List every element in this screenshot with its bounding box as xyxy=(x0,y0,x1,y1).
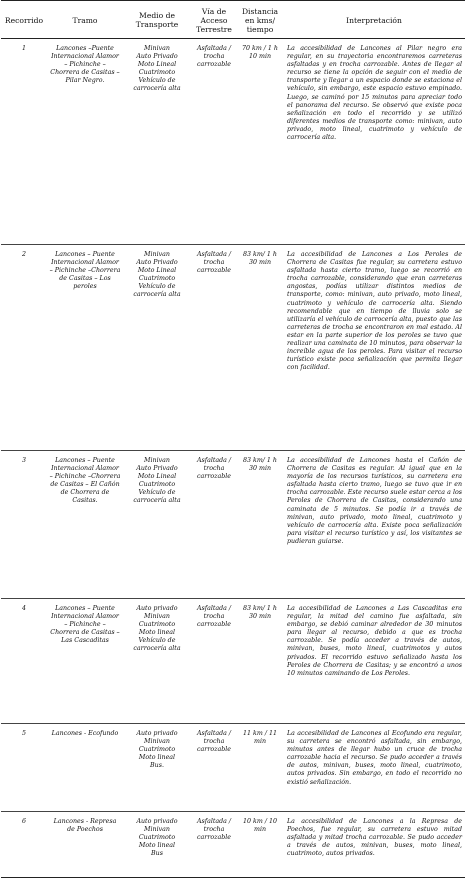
table-row xyxy=(1,812,465,878)
medio-item: Vehículo de carrocería alta xyxy=(133,637,181,653)
medio-item: Bus. xyxy=(150,762,164,770)
medio-item: Cuatrimoto xyxy=(138,481,176,489)
document-page xyxy=(1,0,465,870)
medio-item: Minivan xyxy=(144,738,170,746)
accessibility-table xyxy=(1,0,465,878)
cell-interpretacion: La accesibilidad de Lancones hasta el Cañón de Chorrera de Casitas es regular. Al igual que en la mayoría de los recursos turísticos, su carretera era asfaltada hasta cierto tramo, luego se tuvo que ir en trocha carrozable. Este recurso suele estar cerca a los Peroles de Chorrera de Casitas, considerando una caminata de 5 minutos. Se podía ir a través de minivan, auto privado, moto lineal, cuatrimoto y vehículo de carrocería alta. Existe poca señalización para visitar el recurso turístico y así, los visitantes se pudieran guiarse. xyxy=(283,451,465,599)
cell-distancia: 11 km / 11 min xyxy=(237,724,283,812)
cell-recorrido: 5 xyxy=(1,724,47,812)
medio-item: Moto lineal xyxy=(138,629,176,637)
cell-recorrido: 6 xyxy=(1,812,47,878)
medio-item: Auto Privado xyxy=(136,259,178,267)
table-row xyxy=(1,451,465,599)
cell-via: Asfaltada / trocha carrozable xyxy=(191,599,237,724)
medio-item: Cuatrimoto xyxy=(138,746,176,754)
medio-item: Minivan xyxy=(144,45,170,52)
cell-interpretacion: La accesibilidad de Lancones al Ecofundo era regular, su carretera se encontró asfaltada, sin embargo, minutos antes de llegar hubo un cruce de trocha carrozable hacia el recurso. Se pudo acceder a través de autos, minivan, buses, moto lineal, cuatrimoto, autos privados. Sin embargo, en todo el recorrido no existió señalización. xyxy=(283,724,465,812)
cell-medio xyxy=(123,451,191,599)
medio-item: Minivan xyxy=(144,613,170,621)
medio-item: Moto lineal xyxy=(138,754,176,762)
header-tramo: Tramo xyxy=(47,1,123,39)
table-row xyxy=(1,245,465,451)
medio-item: Cuatrimoto xyxy=(138,69,176,77)
cell-interpretacion: La accesibilidad de Lancones al Pilar negro era regular, en su trayectoria encontraremos carreteras asfaltadas y en trocha carrozable. Antes de llegar al recurso se tiene la opción de seguir con el medio de transporte y llegar a un espacio donde se estaciona el vehículo, sin embargo, este espacio estuvo empinado. Luego, se caminó por 15 minutos para apreciar todo el panorama del recurso. Se observó que existe poca señalización en todo el recorrido y se utilizó diferentes medios de transporte como: minivan, auto privado, moto lineal, cuatrimoto y vehículo de carrocería alta. xyxy=(283,39,465,245)
cell-tramo: Lancones –Puente Internacional Alamor – Pichinche – Chorrera de Casitas – Pilar Negro. xyxy=(47,39,123,245)
medio-item: Minivan xyxy=(144,251,170,258)
cell-medio xyxy=(123,724,191,812)
cell-distancia: 83 km/ 1 h 30 min xyxy=(237,451,283,599)
cell-medio xyxy=(123,812,191,878)
table-row xyxy=(1,599,465,724)
table-row xyxy=(1,39,465,245)
cell-tramo: Lancones - Ecofundo xyxy=(47,724,123,812)
cell-distancia: 83 km/ 1 h 30 min xyxy=(237,599,283,724)
medio-item: Moto Lineal xyxy=(137,267,177,275)
medio-item: Auto Privado xyxy=(136,53,178,61)
medio-item: Moto Lineal xyxy=(137,61,177,69)
table-row xyxy=(1,724,465,812)
cell-recorrido: 4 xyxy=(1,599,47,724)
cell-via: Asfaltada / trocha carrozable xyxy=(191,724,237,812)
medio-item: Cuatrimoto xyxy=(138,834,176,842)
medio-item: Vehículo de carrocería alta xyxy=(133,283,181,299)
medio-item: Auto privado xyxy=(136,818,178,825)
cell-distancia: 10 km / 10 min xyxy=(237,812,283,878)
medio-item: Minivan xyxy=(144,826,170,834)
header-via-acceso: Vía de Acceso Terrestre xyxy=(191,1,237,39)
medio-item: Minivan xyxy=(144,457,170,464)
cell-recorrido: 1 xyxy=(1,39,47,245)
cell-interpretacion: La accesibilidad de Lancones a Los Peroles de Chorrera de Casitas fue regular, su carretera estuvo asfaltada hasta cierto tramo, luego se recorrió en trocha carrozable, considerando que eran carreteras angostas, podías utilizar distintos medios de transporte, como: minivan, auto privado, moto lineal, cuatrimoto y vehículo de carrocería alta. Siendo recomendable que en tiempo de lluvia solo se utilizaría el vehículo de carrocería alta, puesto que las carreteras de trocha se encontraron en mal estado. Al estar en la parte superior de los peroles se tuvo que realizar una caminata de 10 minutos, para observar la increíble agua de los peroles. Para visitar el recurso turístico existe poca señalización que permita llegar con facilidad. xyxy=(283,245,465,451)
cell-interpretacion: La accesibilidad de Lancones a la Represa de Poechos, fue regular, su carretera estuvo mitad asfaltada y mitad trocha carrozable. Se pudo acceder a través de autos, minivan, buses, moto lineal, cuatrimoto, autos privados. xyxy=(283,812,465,878)
medio-item: Bus xyxy=(151,850,163,858)
medio-item: Cuatrimoto xyxy=(138,621,176,629)
cell-tramo: Lancones - Represa de Poechos xyxy=(47,812,123,878)
medio-item: Moto Lineal xyxy=(137,473,177,481)
table-body xyxy=(1,39,465,878)
medio-item: Auto privado xyxy=(136,605,178,612)
cell-recorrido: 3 xyxy=(1,451,47,599)
medio-item: Cuatrimoto xyxy=(138,275,176,283)
header-distancia: Distancia en kms/ tiempo xyxy=(237,1,283,39)
cell-medio xyxy=(123,39,191,245)
cell-via: Asfaltada / trocha carrozable xyxy=(191,812,237,878)
cell-via: Asfaltada / trocha carrozable xyxy=(191,39,237,245)
cell-interpretacion: La accesibilidad de Lancones a Las Cascaditas era regular, la mitad del camino fue asfaltada, sin embargo, se debió caminar alrededor de 30 minutos para llegar al recurso, debido a que es trocha carrozable. Se podía acceder a través de autos, minivan, buses, moto lineal, cuatrimotos y autos privados. El recorrido estuvo señalizado hasta los Peroles de Chorrera de Casitas; y se encontró a unos 10 minutos caminando de Los Peroles. xyxy=(283,599,465,724)
cell-tramo: Lancones – Puente Internacional Alamor – Pichinche – Chorrera de Casitas – Las Cascaditas xyxy=(47,599,123,724)
cell-medio xyxy=(123,599,191,724)
medio-item: Auto privado xyxy=(136,730,178,737)
header-recorrido: Recorrido xyxy=(1,1,47,39)
medio-item: Vehículo de carrocería alta xyxy=(133,489,181,505)
cell-via: Asfaltada / trocha carrozable xyxy=(191,451,237,599)
table-header xyxy=(1,1,465,39)
cell-recorrido: 2 xyxy=(1,245,47,451)
header-medio-transporte: Medio de Transporte xyxy=(123,1,191,39)
medio-item: Vehículo de carrocería alta xyxy=(133,77,181,93)
cell-tramo: Lancones – Puente Internacional Alamor – Pichinche –Chorrera de Casitas – El Cañón de Chorrera de Casitas. xyxy=(47,451,123,599)
cell-tramo: Lancones – Puente Internacional Alamor – Pichinche –Chorrera de Casitas – Los peroles xyxy=(47,245,123,451)
cell-medio xyxy=(123,245,191,451)
cell-distancia: 70 km / 1 h 10 min xyxy=(237,39,283,245)
cell-via: Asfaltada / trocha carrozable xyxy=(191,245,237,451)
cell-distancia: 83 km/ 1 h 30 min xyxy=(237,245,283,451)
medio-item: Moto lineal xyxy=(138,842,176,850)
medio-item: Auto Privado xyxy=(136,465,178,473)
header-interpretacion: Interpretación xyxy=(283,1,465,39)
